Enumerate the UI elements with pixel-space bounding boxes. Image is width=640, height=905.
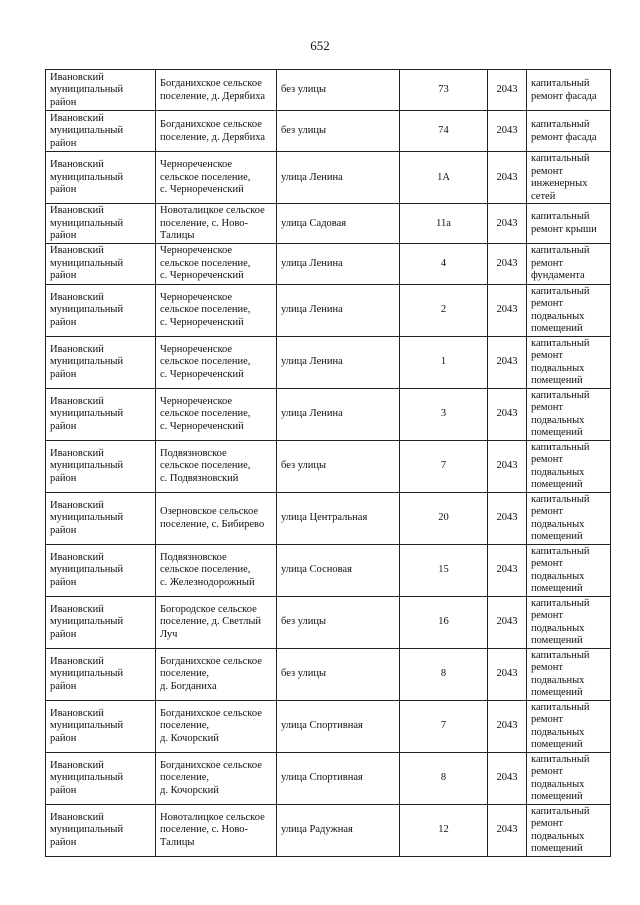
street-cell: без улицы — [277, 648, 400, 700]
table-row — [46, 111, 611, 152]
district-cell: Ивановский муниципальный район — [46, 336, 156, 388]
table-row — [46, 336, 611, 388]
house-number-cell: 4 — [400, 243, 488, 284]
work-type-cell: капитальный ремонт подвальных помещений — [527, 388, 611, 440]
house-number-cell: 1 — [400, 336, 488, 388]
street-cell: улица Ленина — [277, 284, 400, 336]
street-cell: улица Ленина — [277, 243, 400, 284]
settlement-cell: Чернореченское сельское поселение, с. Чернореченский — [156, 152, 277, 204]
house-number-cell: 74 — [400, 111, 488, 152]
work-type-cell: капитальный ремонт подвальных помещений — [527, 700, 611, 752]
table-row — [46, 204, 611, 244]
work-type-cell: капитальный ремонт подвальных помещений — [527, 336, 611, 388]
repair-schedule-table — [45, 69, 611, 857]
year-cell: 2043 — [488, 648, 527, 700]
table-row — [46, 700, 611, 752]
table-row — [46, 70, 611, 111]
district-cell: Ивановский муниципальный район — [46, 752, 156, 804]
work-type-cell: капитальный ремонт подвальных помещений — [527, 284, 611, 336]
street-cell: улица Сосновая — [277, 544, 400, 596]
settlement-cell: Богданихское сельское поселение, д. Богданиха — [156, 648, 277, 700]
street-cell: улица Центральная — [277, 492, 400, 544]
year-cell: 2043 — [488, 284, 527, 336]
street-cell: улица Ленина — [277, 152, 400, 204]
work-type-cell: капитальный ремонт фасада — [527, 111, 611, 152]
district-cell: Ивановский муниципальный район — [46, 388, 156, 440]
house-number-cell: 1А — [400, 152, 488, 204]
page-number: 652 — [310, 38, 330, 53]
table-row — [46, 388, 611, 440]
settlement-cell: Богданихское сельское поселение, д. Дерябиха — [156, 70, 277, 111]
table-row — [46, 440, 611, 492]
house-number-cell: 7 — [400, 440, 488, 492]
table-row — [46, 596, 611, 648]
settlement-cell: Новоталицкое сельское поселение, с. Ново- Талицы — [156, 804, 277, 856]
house-number-cell: 11а — [400, 204, 488, 244]
settlement-cell: Богородское сельское поселение, д. Светлый Луч — [156, 596, 277, 648]
settlement-cell: Чернореченское сельское поселение, с. Чернореченский — [156, 284, 277, 336]
table-row — [46, 152, 611, 204]
year-cell: 2043 — [488, 336, 527, 388]
settlement-cell: Богданихское сельское поселение, д. Кочорский — [156, 700, 277, 752]
district-cell: Ивановский муниципальный район — [46, 648, 156, 700]
work-type-cell: капитальный ремонт подвальных помещений — [527, 804, 611, 856]
house-number-cell: 12 — [400, 804, 488, 856]
house-number-cell: 3 — [400, 388, 488, 440]
settlement-cell: Новоталицкое сельское поселение, с. Ново- Талицы — [156, 204, 277, 244]
district-cell: Ивановский муниципальный район — [46, 70, 156, 111]
year-cell: 2043 — [488, 152, 527, 204]
work-type-cell: капитальный ремонт фасада — [527, 70, 611, 111]
house-number-cell: 8 — [400, 648, 488, 700]
year-cell: 2043 — [488, 243, 527, 284]
street-cell: улица Ленина — [277, 388, 400, 440]
street-cell: без улицы — [277, 111, 400, 152]
table-row — [46, 284, 611, 336]
street-cell: без улицы — [277, 596, 400, 648]
table-row — [46, 544, 611, 596]
district-cell: Ивановский муниципальный район — [46, 111, 156, 152]
settlement-cell: Чернореченское сельское поселение, с. Чернореченский — [156, 336, 277, 388]
street-cell: улица Садовая — [277, 204, 400, 244]
house-number-cell: 2 — [400, 284, 488, 336]
table-row — [46, 804, 611, 856]
settlement-cell: Подвязновское сельское поселение, с. Подвязновский — [156, 440, 277, 492]
year-cell: 2043 — [488, 70, 527, 111]
year-cell: 2043 — [488, 204, 527, 244]
table-row — [46, 243, 611, 284]
work-type-cell: капитальный ремонт подвальных помещений — [527, 492, 611, 544]
year-cell: 2043 — [488, 388, 527, 440]
settlement-cell: Озерновское сельское поселение, с. Бибирево — [156, 492, 277, 544]
year-cell: 2043 — [488, 752, 527, 804]
district-cell: Ивановский муниципальный район — [46, 284, 156, 336]
work-type-cell: капитальный ремонт фундамента — [527, 243, 611, 284]
district-cell: Ивановский муниципальный район — [46, 440, 156, 492]
year-cell: 2043 — [488, 804, 527, 856]
house-number-cell: 16 — [400, 596, 488, 648]
district-cell: Ивановский муниципальный район — [46, 804, 156, 856]
house-number-cell: 7 — [400, 700, 488, 752]
settlement-cell: Чернореченское сельское поселение, с. Чернореченский — [156, 243, 277, 284]
settlement-cell: Богданихское сельское поселение, д. Дерябиха — [156, 111, 277, 152]
year-cell: 2043 — [488, 596, 527, 648]
work-type-cell: капитальный ремонт подвальных помещений — [527, 440, 611, 492]
house-number-cell: 8 — [400, 752, 488, 804]
settlement-cell: Чернореченское сельское поселение, с. Чернореченский — [156, 388, 277, 440]
street-cell: улица Ленина — [277, 336, 400, 388]
district-cell: Ивановский муниципальный район — [46, 596, 156, 648]
house-number-cell: 20 — [400, 492, 488, 544]
street-cell: без улицы — [277, 440, 400, 492]
table-row — [46, 492, 611, 544]
table-body — [46, 70, 611, 857]
house-number-cell: 73 — [400, 70, 488, 111]
year-cell: 2043 — [488, 440, 527, 492]
table-row — [46, 752, 611, 804]
house-number-cell: 15 — [400, 544, 488, 596]
district-cell: Ивановский муниципальный район — [46, 700, 156, 752]
year-cell: 2043 — [488, 544, 527, 596]
settlement-cell: Подвязновское сельское поселение, с. Железнодорожный — [156, 544, 277, 596]
district-cell: Ивановский муниципальный район — [46, 204, 156, 244]
work-type-cell: капитальный ремонт подвальных помещений — [527, 544, 611, 596]
street-cell: улица Спортивная — [277, 752, 400, 804]
table-row — [46, 648, 611, 700]
work-type-cell: капитальный ремонт подвальных помещений — [527, 752, 611, 804]
work-type-cell: капитальный ремонт инженерных сетей — [527, 152, 611, 204]
street-cell: без улицы — [277, 70, 400, 111]
district-cell: Ивановский муниципальный район — [46, 152, 156, 204]
year-cell: 2043 — [488, 492, 527, 544]
district-cell: Ивановский муниципальный район — [46, 243, 156, 284]
work-type-cell: капитальный ремонт подвальных помещений — [527, 648, 611, 700]
year-cell: 2043 — [488, 111, 527, 152]
district-cell: Ивановский муниципальный район — [46, 492, 156, 544]
work-type-cell: капитальный ремонт подвальных помещений — [527, 596, 611, 648]
settlement-cell: Богданихское сельское поселение, д. Кочорский — [156, 752, 277, 804]
year-cell: 2043 — [488, 700, 527, 752]
district-cell: Ивановский муниципальный район — [46, 544, 156, 596]
work-type-cell: капитальный ремонт крыши — [527, 204, 611, 244]
street-cell: улица Спортивная — [277, 700, 400, 752]
street-cell: улица Радужная — [277, 804, 400, 856]
